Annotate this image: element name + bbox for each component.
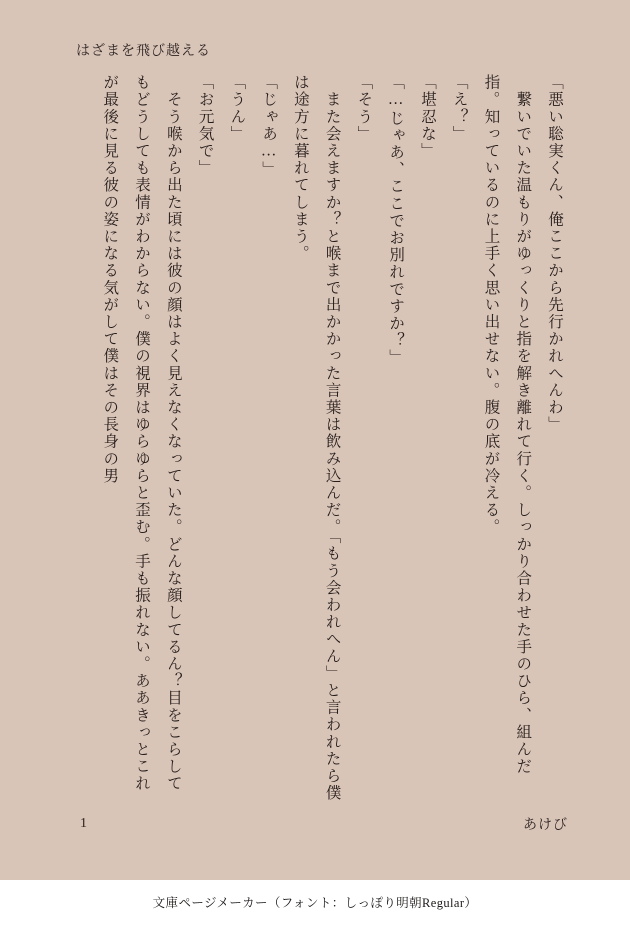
paragraph: そう喉から出た頃には彼の顔はよく見えなくなっていた。どんな顔してるん？目をこらしてもどうしても表情がわからない。僕の視界はゆらゆらと歪む。手も振れない。ああきっとこれが最後に見る彼の姿になる気がして僕はその長身の男 [101, 74, 182, 793]
paragraph: 「お元気で」 [196, 74, 214, 177]
running-title: はざまを飛び越える [76, 44, 211, 59]
paragraph: 繋いでいた温もりがゆっくりと指を解き離れて行く。しっかり合わせた手のひら、組んだ指。知っているのに上手く思い出せない。腹の底が冷える。 [482, 74, 532, 776]
paragraph: 「え？」 [450, 74, 468, 143]
paragraph: 「うん」 [228, 74, 246, 143]
paragraph: また会えますか？と喉まで出かかった言葉は飲み込んだ。「もう会われへん」と言われたら僕は途方に暮れてしまう。 [291, 74, 341, 802]
footer-credit: 文庫ページメーカー（フォント：しっぽり明朝Regular） [152, 896, 478, 910]
author-name: あけび [523, 818, 568, 833]
page-number: 1 [80, 816, 87, 831]
paragraph: 「…じゃあ、ここでお別れですか？」 [387, 74, 405, 367]
body-text-vertical [62, 74, 570, 802]
paragraph: 「そう」 [355, 74, 373, 143]
paragraph: 「じゃあ…」 [260, 74, 278, 179]
paragraph: 「堪忍な」 [418, 74, 436, 160]
paragraph: 「悪い聡実くん、俺ここから先行かれへんわ」 [546, 74, 563, 434]
